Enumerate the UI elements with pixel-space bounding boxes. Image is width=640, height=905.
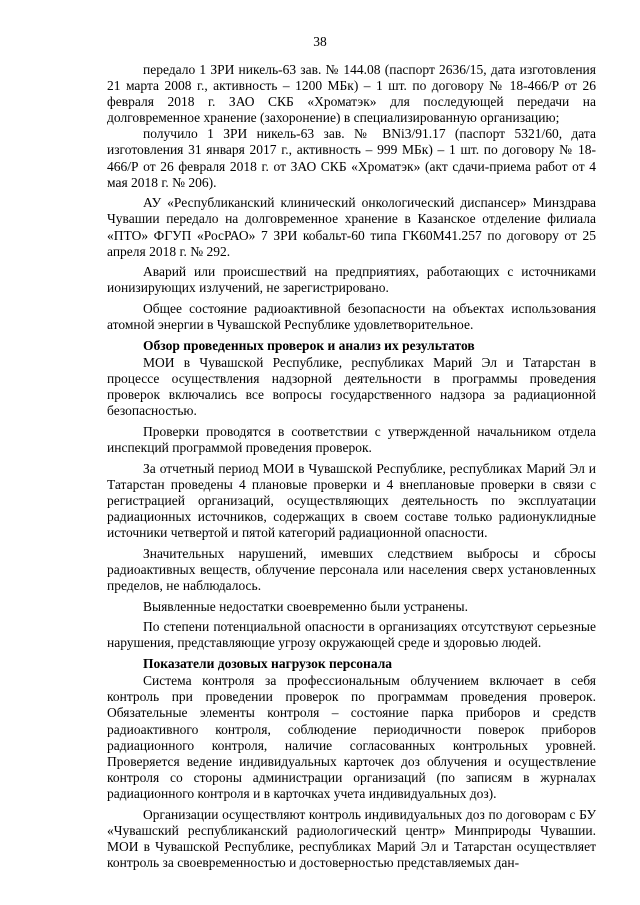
document-body (107, 62, 596, 876)
paragraph: Выявленные недостатки своевременно были устранены. (143, 598, 468, 614)
paragraph: Система контроля за профессиональным облучением включает в себя контроль при проведении проверок по программам проведения проверок. Обязательные элементы контроля – состояние парка приборов и средств радиоактивного контроля, соблюдение периодичности поверок приборов радиационного контроля, наличие согласованных контрольных уровней. Проверяется ведение индивидуальных карточек доз облучения и осуществление контроля со стороны администрации организаций (по записям в журналах радиационного контроля и в карточках учета индивидуальных доз). (107, 673, 596, 801)
page-number: 38 (313, 34, 327, 49)
paragraph: По степени потенциальной опасности в организациях отсутствуют серьезные нарушения, представляющие угрозу окружающей среде и здоровью людей. (107, 619, 596, 651)
paragraph: МОИ в Чувашской Республике, республиках Марий Эл и Татарстан в процессе осуществления надзорной деятельности в программы проведения проверок включались все вопросы государственного надзора за радиационной безопасностью. (107, 354, 596, 419)
paragraph: АУ «Республиканский клинический онкологический диспансер» Минздрава Чувашии передало на долговременное хранение в Казанское отделение филиала «ПТО» ФГУП «РосРАО» 7 ЗРИ кобальт-60 типа ГК60М41.257 по договору от 25 апреля 2018 г. № 292. (107, 195, 596, 259)
paragraph: Значительных нарушений, имевших следствием выбросы и сбросы радиоактивных веществ, облучение персонала или населения сверх установленных пределов, не наблюдалось. (107, 545, 596, 593)
paragraph: За отчетный период МОИ в Чувашской Республике, республиках Марий Эл и Татарстан проведены 4 плановые проверки и 4 внеплановые проверки в связи с регистрацией организаций, осуществляющих деятельность по эксплуатации радиационных источников, содержащих в своем составе только радионуклидные источники четвертой и пятой категорий радиационной опасности. (107, 460, 596, 541)
paragraph: Проверки проводятся в соответствии с утвержденной начальником отдела инспекций программой проведения проверок. (107, 423, 596, 456)
paragraph: Аварий или происшествий на предприятиях, работающих с источниками ионизирующих излучений, не зарегистрировано. (107, 264, 596, 296)
section-heading: Показатели дозовых нагрузок персонала (143, 656, 393, 672)
paragraph: передало 1 ЗРИ никель-63 зав. № 144.08 (паспорт 2636/15, дата изготовления 21 марта 2008 г., активность – 1200 МБк) – 1 шт. по договору № 18-466/Р от 26 февраля 2018 г. ЗАО СКБ «Хроматэк» для последующей передачи на долговременное хранение (захоронение) в специализированную организацию; (107, 62, 596, 126)
paragraph: Общее состояние радиоактивной безопасности на объектах использования атомной энергии в Чувашской Республике удовлетворительное. (107, 301, 596, 333)
section-heading: Обзор проведенных проверок и анализ их результатов (143, 337, 475, 353)
paragraph: получило 1 ЗРИ никель-63 зав. № BNi3/91.17 (паспорт 5321/60, дата изготовления 31 января 2017 г., активность – 999 МБк) – 1 шт. по договору № 18-466/Р от 26 февраля 2018 г. от ЗАО СКБ «Хроматэк» (акт сдачи-приема работ от 4 мая 2018 г. № 206). (107, 126, 596, 190)
paragraph: Организации осуществляют контроль индивидуальных доз по договорам с БУ «Чувашский республиканский радиологический центр» Минприроды Чувашии. МОИ в Чувашской Республике, республиках Марий Эл и Татарстан осуществляет контроль за своевременностью и достоверностью представляемых дан- (107, 806, 596, 870)
